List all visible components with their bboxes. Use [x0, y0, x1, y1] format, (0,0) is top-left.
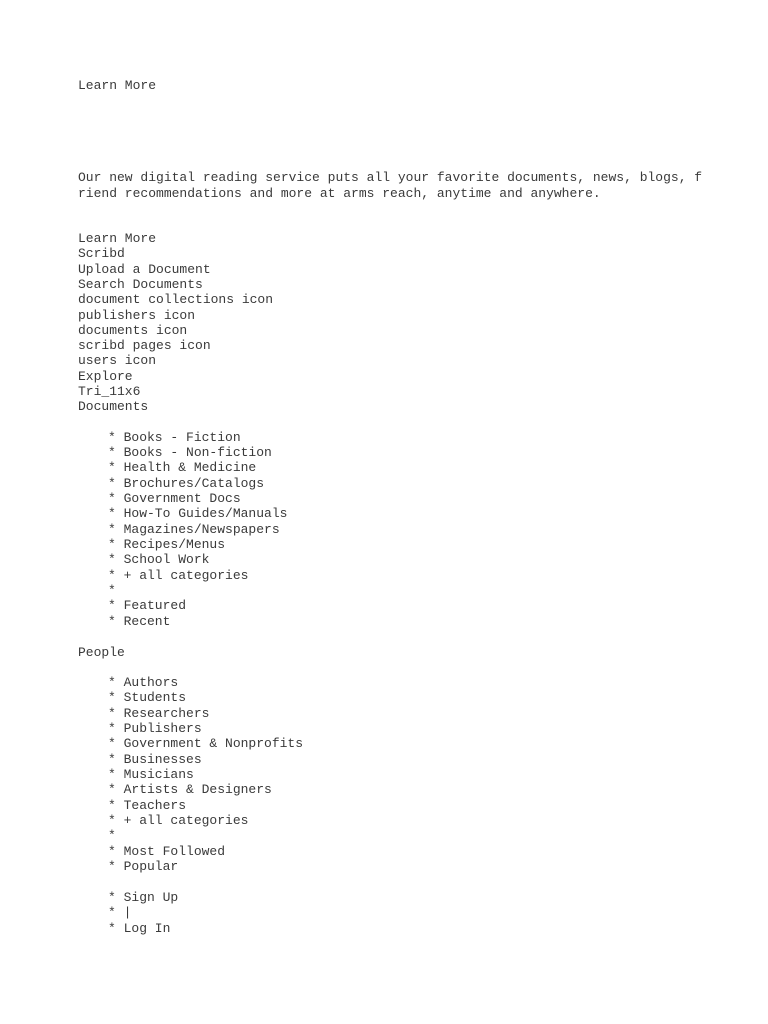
sign-up-link[interactable]: * Sign Up — [108, 890, 179, 905]
list-item[interactable]: * Brochures/Catalogs — [108, 476, 265, 491]
scribd-logo-link[interactable]: Scribd — [78, 246, 125, 261]
list-item[interactable]: * Businesses — [108, 752, 202, 767]
document-collections-icon: document collections icon — [78, 292, 274, 307]
list-item[interactable]: * Recent — [108, 614, 171, 629]
list-item[interactable]: * Recipes/Menus — [108, 537, 226, 552]
search-documents-link[interactable]: Search Documents — [78, 277, 203, 292]
list-item[interactable]: * Magazines/Newspapers — [108, 522, 280, 537]
list-item[interactable]: * Health & Medicine — [108, 460, 257, 475]
learn-more-link-top[interactable]: Learn More — [78, 78, 157, 93]
separator: * | — [108, 905, 132, 920]
list-item[interactable]: * Musicians — [108, 767, 194, 782]
list-item[interactable]: * Books - Fiction — [108, 430, 241, 445]
people-heading[interactable]: People — [78, 645, 125, 660]
list-item[interactable]: * Government & Nonprofits — [108, 736, 304, 751]
scribd-pages-icon: scribd pages icon — [78, 338, 211, 353]
log-in-link[interactable]: * Log In — [108, 921, 171, 936]
list-item[interactable]: * Most Followed — [108, 844, 226, 859]
list-item: * — [108, 583, 116, 598]
documents-icon: documents icon — [78, 323, 188, 338]
list-item[interactable]: * How-To Guides/Manuals — [108, 506, 288, 521]
list-item[interactable]: * Publishers — [108, 721, 202, 736]
list-item[interactable]: * Popular — [108, 859, 179, 874]
learn-more-link[interactable]: Learn More — [78, 231, 157, 246]
list-item[interactable]: * Students — [108, 690, 187, 705]
promo-text-line-2: riend recommendations and more at arms reach, anytime and anywhere. — [78, 186, 601, 201]
list-item[interactable]: * School Work — [108, 552, 210, 567]
documents-heading[interactable]: Documents — [78, 399, 149, 414]
list-item[interactable]: * + all categories — [108, 568, 249, 583]
users-icon: users icon — [78, 353, 157, 368]
promo-text-line-1: Our new digital reading service puts all your favorite documents, news, blogs, f — [78, 170, 703, 185]
list-item[interactable]: * Featured — [108, 598, 187, 613]
list-item[interactable]: * Teachers — [108, 798, 187, 813]
upload-document-link[interactable]: Upload a Document — [78, 262, 211, 277]
publishers-icon: publishers icon — [78, 308, 196, 323]
list-item[interactable]: * Government Docs — [108, 491, 241, 506]
list-item[interactable]: * Books - Non-fiction — [108, 445, 272, 460]
list-item[interactable]: * Artists & Designers — [108, 782, 272, 797]
list-item: * — [108, 828, 116, 843]
list-item[interactable]: * Researchers — [108, 706, 210, 721]
list-item[interactable]: * + all categories — [108, 813, 249, 828]
list-item[interactable]: * Authors — [108, 675, 179, 690]
explore-link[interactable]: Explore — [78, 369, 133, 384]
tri-arrow-icon: Tri_11x6 — [78, 384, 141, 399]
